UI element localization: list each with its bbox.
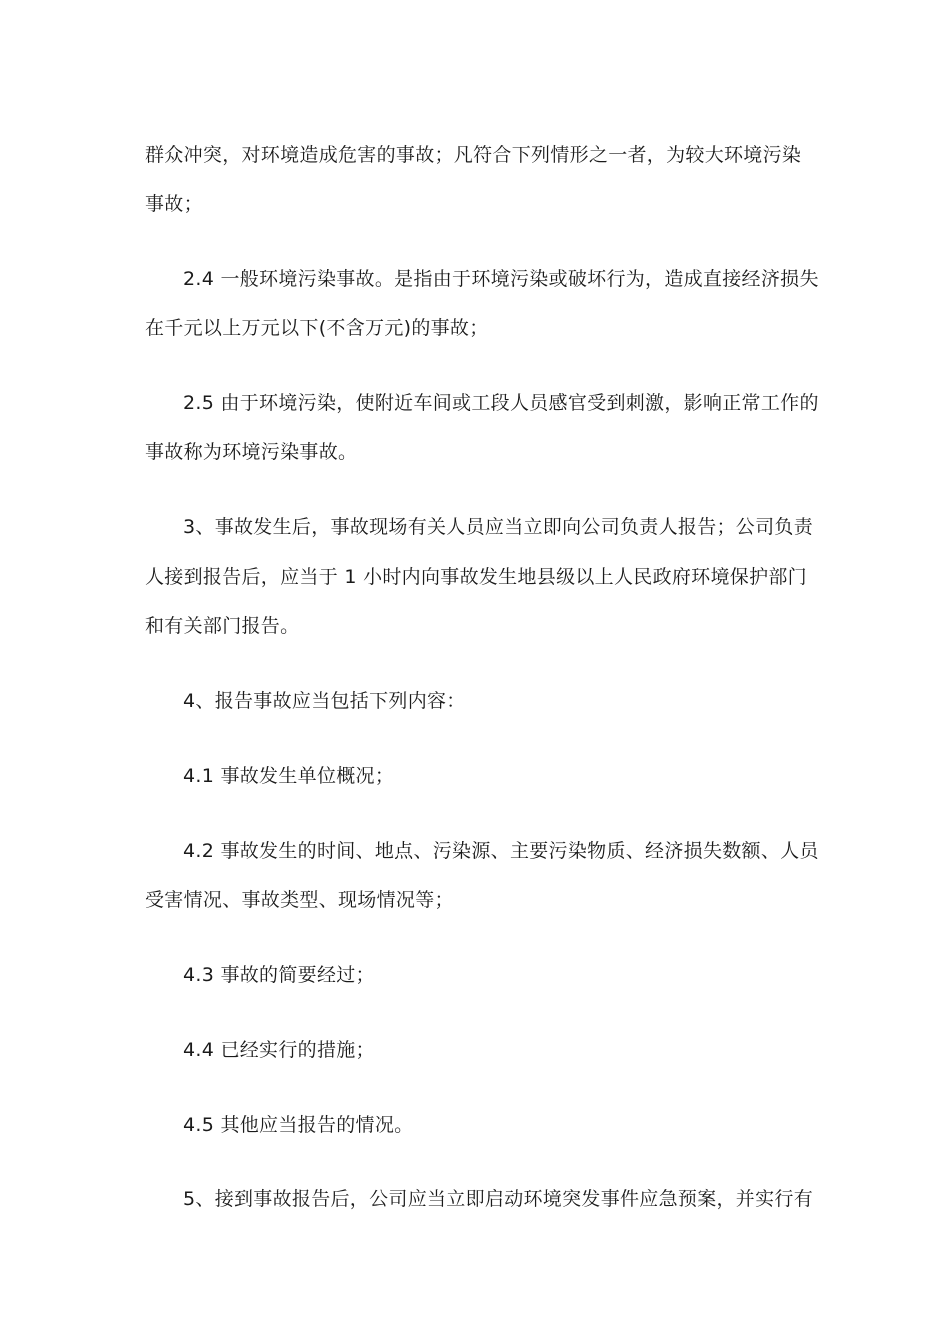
text-line: 4.3 事故的简要经过；: [183, 964, 375, 986]
text-line: 2.5 由于环境污染，使附近车间或工段人员感官受到刺激，影响正常工作的: [183, 392, 819, 414]
text-line: 3、事故发生后，事故现场有关人员应当立即向公司负责人报告；公司负责: [183, 516, 813, 538]
text-line: 在千元以上万元以下(不含万元)的事故；: [145, 317, 489, 339]
text-line: 和有关部门报告。: [145, 615, 300, 637]
text-line: 受害情况、事故类型、现场情况等；: [145, 889, 454, 911]
text-line: 5、接到事故报告后，公司应当立即启动环境突发事件应急预案，并实行有: [183, 1188, 813, 1210]
text-line: 4.2 事故发生的时间、地点、污染源、主要污染物质、经济损失数额、人员: [183, 840, 819, 862]
text-line: 4、报告事故应当包括下列内容：: [183, 690, 466, 712]
text-line: 4.5 其他应当报告的情况。: [183, 1114, 414, 1136]
text-line: 群众冲突，对环境造成危害的事故；凡符合下列情形之一者，为较大环境污染: [145, 144, 802, 166]
text-line: 事故；: [145, 193, 203, 215]
text-line: 4.1 事故发生单位概况；: [183, 765, 395, 787]
text-line: 事故称为环境污染事故。: [145, 441, 358, 463]
text-line: 4.4 已经实行的措施；: [183, 1039, 375, 1061]
text-line: 人接到报告后，应当于 1 小时内向事故发生地县级以上人民政府环境保护部门: [145, 566, 807, 588]
text-line: 2.4 一般环境污染事故。是指由于环境污染或破坏行为，造成直接经济损失: [183, 268, 819, 290]
